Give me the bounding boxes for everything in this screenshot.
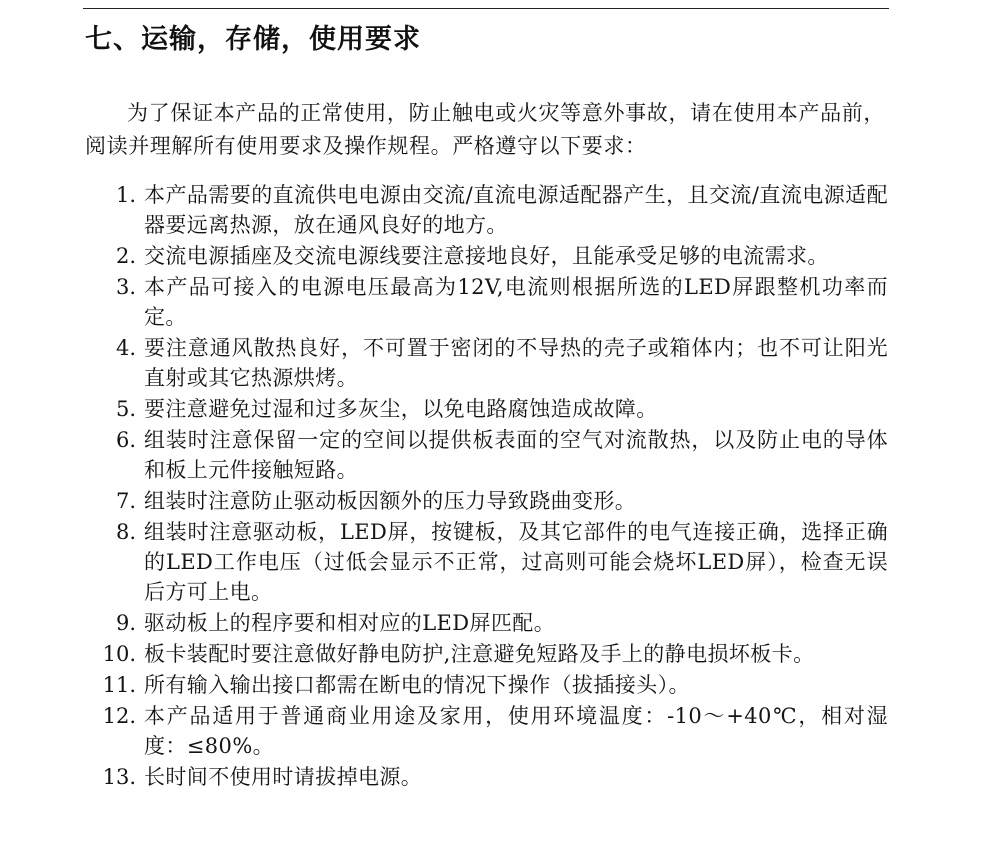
item-text: 长时间不使用时请拔掉电源。 [144, 765, 423, 789]
list-item [93, 639, 888, 669]
intro-paragraph: 为了保证本产品的正常使用，防止触电或火灾等意外事故，请在使用本产品前，阅读并理解所有使用要求及操作规程。严格遵守以下要求： [85, 101, 885, 158]
item-number: 11. [102, 673, 136, 697]
item-number: 2. [115, 244, 136, 268]
item-text: 本产品可接入的电源电压最高为12V,电流则根据所选的LED屏跟整机功率而定。 [144, 275, 888, 329]
list-item [93, 762, 888, 792]
list-item [93, 486, 888, 516]
item-text: 所有输入输出接口都需在断电的情况下操作（拔插接头）。 [144, 673, 690, 697]
item-number: 1. [115, 183, 136, 207]
list-item [93, 517, 888, 607]
list-item [93, 394, 888, 424]
item-text: 要注意通风散热良好，不可置于密闭的不导热的壳子或箱体内；也不可让阳光直射或其它热源烘烤。 [144, 336, 888, 390]
item-text: 交流电源插座及交流电源线要注意接地良好，且能承受足够的电流需求。 [144, 244, 829, 268]
section-title: 七、运输，存储，使用要求 [85, 24, 421, 55]
item-text: 本产品适用于普通商业用途及家用，使用环境温度：-10～+40℃，相对湿度：≤80%。 [144, 704, 888, 758]
list-item [93, 701, 888, 761]
item-number: 13. [102, 765, 136, 789]
item-text: 组装时注意防止驱动板因额外的压力导致跷曲变形。 [144, 489, 637, 513]
item-number: 3. [115, 275, 136, 299]
list-item [93, 180, 888, 240]
list-item [93, 272, 888, 332]
list-item [93, 670, 888, 700]
item-text: 板卡装配时要注意做好静电防护,注意避免短路及手上的静电损坏板卡。 [144, 642, 815, 666]
item-number: 5. [115, 397, 136, 421]
item-text: 组装时注意驱动板，LED屏，按键板，及其它部件的电气连接正确，选择正确的LED工作电压（过低会显示不正常，过高则可能会烧坏LED屏），检查无误后方可上电。 [144, 520, 888, 604]
item-number: 7. [115, 489, 136, 513]
top-divider [83, 8, 889, 9]
item-text: 本产品需要的直流供电电源由交流/直流电源适配器产生，且交流/直流电源适配器要远离热源，放在通风良好的地方。 [144, 183, 888, 237]
item-number: 9. [115, 611, 136, 635]
item-number: 8. [115, 520, 136, 544]
list-item [93, 333, 888, 393]
list-item [93, 241, 888, 271]
item-text: 组装时注意保留一定的空间以提供板表面的空气对流散热，以及防止电的导体和板上元件接触短路。 [144, 428, 888, 482]
item-number: 4. [115, 336, 136, 360]
item-number: 10. [102, 642, 136, 666]
item-text: 要注意避免过湿和过多灰尘，以免电路腐蚀造成故障。 [144, 397, 658, 421]
item-number: 12. [102, 704, 136, 728]
item-text: 驱动板上的程序要和相对应的LED屏匹配。 [144, 611, 556, 635]
list-item [93, 608, 888, 638]
item-number: 6. [115, 428, 136, 452]
requirements-list [93, 180, 888, 793]
list-item [93, 425, 888, 485]
